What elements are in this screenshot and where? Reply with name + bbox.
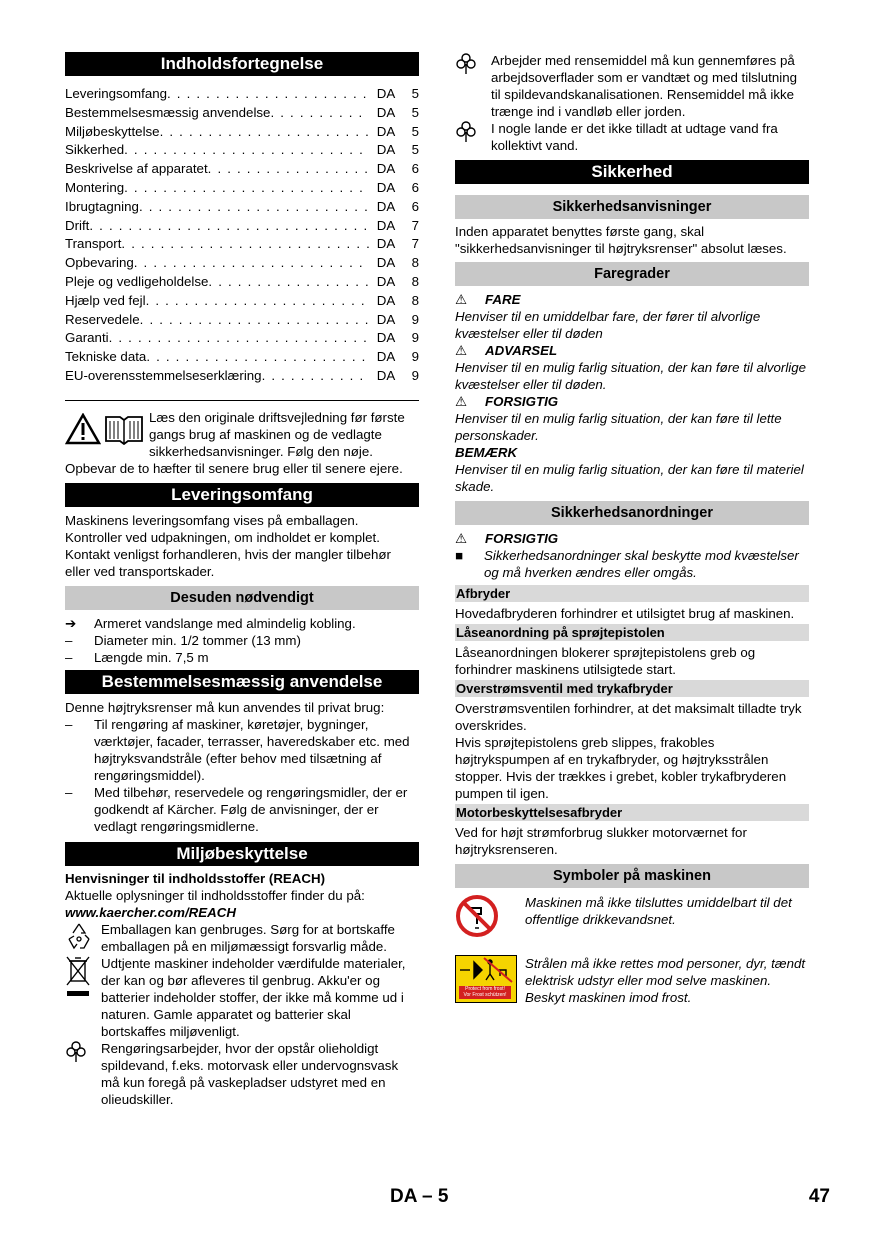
env-text-water: I nogle lande er det ikke tilladt at udtage vand fra kollektivt vand. — [491, 121, 778, 153]
warning-triangle-icon: ⚠ — [455, 531, 467, 546]
toc-leader — [167, 85, 369, 104]
environment-icon — [455, 52, 491, 120]
keep-manual-text: Opbevar de to hæfter til senere brug eller til senere ejere. — [65, 460, 403, 476]
toc-leader — [109, 329, 369, 348]
toc-entry-title: Drift — [65, 217, 90, 233]
toc-leader — [262, 367, 369, 386]
intended-use-title: Bestemmelsesmæssig anvendelse — [65, 670, 419, 694]
toc-entry-title: Bestemmelsesmæssig anvendelse — [65, 104, 271, 120]
also-needed-title: Desuden nødvendigt — [65, 586, 419, 610]
list-item-text: Til rengøring af maskiner, køretøjer, bygninger, værktøjer, facader, terrasser, haveredskaber etc. med højtryksvandstråle (efter behov med tilsætning af rengøringsmiddel). — [94, 716, 410, 783]
hazard-description: Henviser til en mulig farlig situation, der kan føre til materiel skade. — [455, 462, 804, 494]
jet-warning-sign-icon — [455, 955, 525, 1006]
toc-entry-page: 7 — [411, 236, 419, 252]
toc-entry[interactable] — [65, 198, 419, 217]
toc-entry-title: Pleje og vedligeholdelse — [65, 273, 209, 289]
toc-leader — [89, 217, 369, 236]
env-item-recycling — [65, 921, 419, 955]
toc-leader — [208, 273, 369, 292]
env-item-weee — [65, 955, 419, 1040]
toc-leader — [124, 141, 369, 160]
list-marker: – — [65, 632, 73, 648]
toc-entry-title: Opbevaring — [65, 255, 134, 271]
toc-entry-title: Beskrivelse af apparatet — [65, 161, 208, 177]
toc-entry-title: EU-overensstemmelseserklæring — [65, 367, 262, 383]
toc-entry-title: Transport — [65, 236, 122, 252]
toc-entry-lang: DA — [376, 161, 396, 177]
intended-use-intro: Denne højtryksrenser må kun anvendes til privat brug: — [65, 699, 385, 715]
toc-entry-lang: DA — [376, 311, 396, 327]
intended-use-list — [65, 716, 419, 835]
toc-entry-title: Hjælp ved fejl — [65, 292, 146, 308]
motor-protection-title: Motorbeskyttelsesafbryder — [455, 804, 809, 821]
toc-entry-page: 9 — [411, 311, 419, 327]
toc-entry[interactable] — [65, 235, 419, 254]
list-marker: ➔ — [65, 615, 77, 631]
toc-entry[interactable] — [65, 141, 419, 160]
overflow-valve-text-2: Hvis sprøjtepistolens greb slippes, frakobles højtrykspumpen af en trykafbryder, og højtryksstrålen stopper. Hvis der trækkes i grebet, kobler trykafbryderen pumpen til igen. — [455, 735, 787, 801]
toc-entry-lang: DA — [376, 217, 396, 233]
hazard-label: BEMÆRK — [455, 445, 518, 460]
toc-entry[interactable] — [65, 104, 419, 123]
toc-entry[interactable] — [65, 85, 419, 104]
environment-title: Miljøbeskyttelse — [65, 842, 419, 866]
toc-entry-lang: DA — [376, 330, 396, 346]
env-item-oil — [65, 1040, 419, 1108]
environment-icon — [65, 1040, 101, 1108]
overflow-valve-title: Overstrømsventil med trykafbryder — [455, 680, 809, 697]
env-text-oil: Rengøringsarbejder, hvor der opstår olieholdigt spildevand, f.eks. motorvask eller undervognsvask må kun foregå på vaskepladser udstyret med en olieudskiller. — [101, 1040, 399, 1107]
toc-leader — [121, 235, 369, 254]
list-item — [65, 649, 419, 666]
motor-protection-text: Ved for højt strømforbrug slukker motorværnet for højtryksrenseren. — [455, 825, 747, 857]
devices-bullet: ■ Sikkerhedsanordninger skal beskytte mod kvæstelser og må hverken ændres eller omgås. — [455, 548, 799, 580]
delivery-text: Maskinens leveringsomfang vises på emballagen. Kontroller ved udpakningen, om indholdet er komplet. Kontakt venligst forhandleren, hvis der mangler tilbehør eller ved transportskader. — [65, 512, 391, 579]
hazard-description: Henviser til en mulig farlig situation, der kan føre til lette personskader. — [455, 411, 782, 443]
warning-triangle-icon: ⚠ — [455, 343, 467, 358]
hazard-label: ⚠ ADVARSEL — [455, 343, 558, 358]
toc-entry-title: Garanti — [65, 330, 109, 346]
environment-icon — [455, 120, 491, 154]
list-item — [65, 716, 419, 784]
reach-url[interactable]: www.kaercher.com/REACH — [65, 904, 236, 920]
toc-entry-lang: DA — [376, 349, 396, 365]
env-text-weee: Udtjente maskiner indeholder værdifulde materialer, der kan og bør afleveres til genbrug. Akku'er og batterier indeholder stoffer, der ikke må komme ud i naturen. Gamle apparatet og batterier skal bortskaffes miljøvenligt. — [101, 955, 406, 1039]
toc-entry-lang: DA — [376, 236, 396, 252]
toc-entry[interactable] — [65, 348, 419, 367]
list-item — [65, 784, 419, 835]
hazard-list — [455, 291, 809, 495]
toc-entry[interactable] — [65, 367, 419, 386]
switch-title: Afbryder — [455, 585, 809, 602]
toc-leader — [134, 254, 369, 273]
delivery-title: Leveringsomfang — [65, 483, 419, 507]
toc-entry-lang: DA — [376, 104, 396, 120]
toc-entry-page: 6 — [411, 179, 419, 195]
frost-label-en: Protect from frost! — [465, 986, 505, 992]
toc-entry-title: Leveringsomfang — [65, 86, 168, 101]
toc-entry-page: 6 — [411, 161, 419, 177]
toc-entry-lang: DA — [376, 292, 396, 308]
warning-triangle-icon: ⚠ — [455, 394, 467, 409]
toc-entry-lang: DA — [376, 123, 396, 139]
toc-title: Indholdsfortegnelse — [65, 52, 419, 76]
toc-entry-page: 5 — [411, 142, 419, 158]
symbol-text-frost: Beskyt maskinen imod frost. — [525, 990, 692, 1005]
env-item-detergent — [455, 52, 809, 120]
reach-title: Henvisninger til indholdsstoffer (REACH) — [65, 870, 326, 886]
toc-entry-page: 6 — [411, 198, 419, 214]
toc-leader — [124, 179, 369, 198]
toc-entry-page: 8 — [411, 273, 419, 289]
list-item-text: Diameter min. 1/2 tommer (13 mm) — [94, 632, 301, 648]
toc-entry-page: 7 — [411, 217, 419, 233]
switch-text: Hovedafbryderen forhindrer et utilsigtet brug af maskinen. — [455, 606, 795, 621]
toc-list — [65, 85, 419, 386]
safety-devices-title: Sikkerhedsanordninger — [455, 501, 809, 525]
toc-entry[interactable] — [65, 329, 419, 348]
list-item — [65, 615, 419, 632]
toc-entry-page: 5 — [411, 104, 419, 120]
env-item-water — [455, 120, 809, 154]
toc-entry[interactable] — [65, 123, 419, 142]
list-item-text: Armeret vandslange med almindelig kobling. — [94, 615, 356, 631]
symbol-row-jet — [455, 955, 809, 1006]
symbol-text-drinking-water: Maskinen må ikke tilsluttes umiddelbart til det offentlige drikkevandsnet. — [525, 895, 792, 927]
lock-title: Låseanordning på sprøjtepistolen — [455, 624, 809, 641]
symbol-row-drinking-water — [455, 894, 809, 943]
lock-text: Låseanordningen blokerer sprøjtepistolens greb og forhindrer maskinens utilsigtede start. — [455, 645, 756, 677]
read-first-text: Læs den originale driftsvejledning før første gangs brug af maskinen og de vedlagte sikkerhedsanvisninger. Følg den nøje. — [149, 409, 405, 459]
toc-leader — [160, 123, 369, 142]
manual-warning-icon — [65, 409, 149, 460]
recycling-icon — [65, 921, 101, 955]
symbol-text-jet: Strålen må ikke rettes mod personer, dyr, tændt elektrisk udstyr eller mod selve maskinen. — [525, 956, 806, 988]
footer-page-number: 47 — [808, 1186, 830, 1207]
overflow-valve-text-1: Overstrømsventilen forhindrer, at det maksimalt tilladte tryk overskrides. — [455, 701, 802, 733]
toc-entry[interactable] — [65, 273, 419, 292]
symbols-title: Symboler på maskinen — [455, 864, 809, 888]
toc-entry-lang: DA — [376, 367, 396, 383]
square-bullet-icon: ■ — [455, 548, 464, 563]
toc-entry-page: 9 — [411, 349, 419, 365]
hazard-description: Henviser til en mulig farlig situation, der kan føre til alvorlige kvæstelser eller til døden. — [455, 360, 807, 392]
safety-instructions-text: Inden apparatet benyttes første gang, skal "sikkerhedsanvisninger til højtryksrenser" absolut læses. — [455, 224, 787, 256]
toc-entry-page: 8 — [411, 255, 419, 271]
toc-entry-lang: DA — [376, 255, 396, 271]
toc-entry-title: Reservedele — [65, 311, 140, 327]
toc-leader — [139, 198, 369, 217]
list-item-text: Med tilbehør, reservedele og rengøringsmidler, der er godkendt af Kärcher. Følg de anvisninger, der er vedlagt rengøringsmidlerne. — [94, 784, 408, 834]
list-marker: – — [65, 784, 73, 800]
also-needed-list — [65, 615, 419, 666]
warning-triangle-icon: ⚠ — [455, 292, 467, 307]
toc-entry-page: 9 — [411, 330, 419, 346]
toc-entry-page: 9 — [411, 367, 419, 383]
toc-leader — [146, 348, 369, 367]
toc-entry-lang: DA — [376, 86, 396, 101]
divider — [65, 400, 419, 401]
toc-entry-lang: DA — [376, 273, 396, 289]
list-marker: – — [65, 716, 73, 732]
toc-entry-page: 8 — [411, 292, 419, 308]
read-first-notice — [65, 409, 419, 460]
toc-entry[interactable] — [65, 311, 419, 330]
list-item-text: Længde min. 7,5 m — [94, 649, 209, 665]
toc-entry-title: Ibrugtagning — [65, 198, 139, 214]
toc-leader — [270, 104, 369, 123]
toc-entry-lang: DA — [376, 142, 396, 158]
crossed-bin-icon — [65, 955, 101, 1040]
safety-instructions-title: Sikkerhedsanvisninger — [455, 195, 809, 219]
toc-leader — [208, 160, 369, 179]
hazard-levels-title: Faregrader — [455, 262, 809, 286]
toc-entry-page: 5 — [411, 86, 419, 101]
toc-entry-title: Sikkerhed — [65, 142, 125, 158]
hazard-description: Henviser til en umiddelbar fare, der fører til alvorlige kvæstelser eller til døden — [455, 309, 761, 341]
frost-label-de: Vor Frost schützen! — [463, 992, 507, 998]
safety-title: Sikkerhed — [455, 160, 809, 184]
toc-entry-lang: DA — [376, 179, 396, 195]
toc-entry-title: Tekniske data — [65, 349, 147, 365]
list-item — [65, 632, 419, 649]
toc-entry-lang: DA — [376, 198, 396, 214]
left-column — [65, 52, 419, 1108]
hazard-label: ⚠ FORSIGTIG — [455, 394, 559, 409]
toc-entry[interactable] — [65, 217, 419, 236]
toc-entry-title: Miljøbeskyttelse — [65, 123, 160, 139]
footer-language-code: DA – 5 — [390, 1186, 449, 1207]
toc-entry[interactable] — [65, 179, 419, 198]
toc-entry-title: Montering — [65, 179, 125, 195]
hazard-label: ⚠ FARE — [455, 292, 521, 307]
no-drinking-water-icon — [455, 894, 525, 943]
env-text-detergent: Arbejder med rensemiddel må kun gennemføres på arbejdsoverflader som er vandtæt og med tilslutning til spildevandskanalisationen. Rensemiddel må ikke trænge ind i vandløb eller jorden. — [491, 53, 797, 119]
devices-warning: ⚠ FORSIGTIG — [455, 531, 559, 546]
right-column — [455, 52, 809, 1006]
toc-leader — [146, 292, 369, 311]
toc-entry-page: 5 — [411, 123, 419, 139]
env-text-recycling: Emballagen kan genbruges. Sørg for at bortskaffe emballagen på en miljømæssigt forsvarlig måde. — [101, 921, 395, 954]
list-marker: – — [65, 649, 73, 665]
reach-text: Aktuelle oplysninger til indholdsstoffer finder du på: — [65, 887, 365, 903]
toc-leader — [140, 311, 369, 330]
toc-entry[interactable] — [65, 254, 419, 273]
toc-entry[interactable] — [65, 160, 419, 179]
toc-entry[interactable] — [65, 292, 419, 311]
